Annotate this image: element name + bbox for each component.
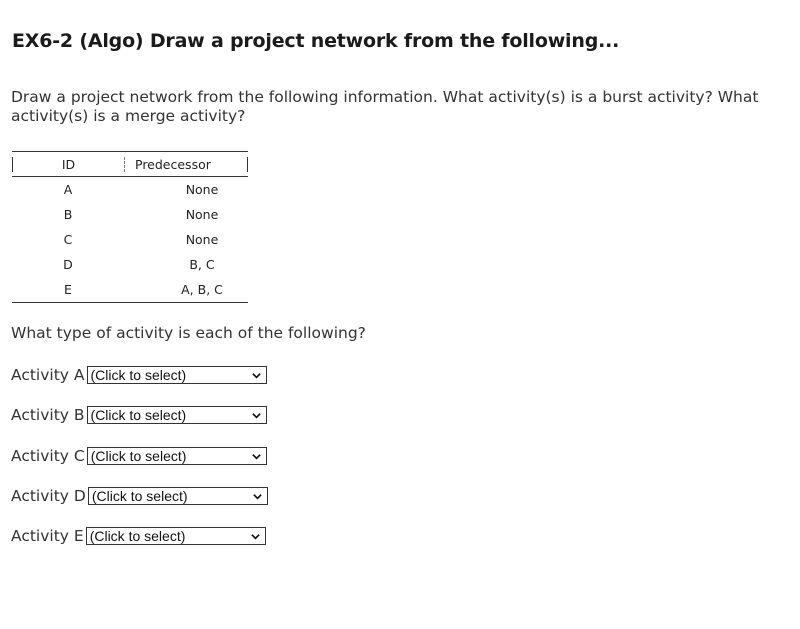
activity-d-label: Activity D	[11, 487, 86, 505]
chevron-down-icon	[252, 491, 263, 502]
cell-predecessor: B, C	[189, 257, 215, 272]
activity-d-select-value: (Click to select)	[91, 488, 188, 504]
table-row	[12, 277, 248, 303]
column-header-predecessor: Predecessor	[124, 157, 248, 172]
cell-predecessor: None	[185, 207, 219, 222]
table-row	[12, 252, 248, 277]
table-row	[12, 202, 248, 227]
cell-id: C	[63, 232, 73, 247]
activity-d-select[interactable]	[88, 487, 268, 505]
predecessor-table	[12, 151, 248, 303]
chevron-down-icon	[250, 531, 261, 542]
activity-e-select-value: (Click to select)	[89, 528, 186, 544]
cell-id: A	[63, 182, 73, 197]
page-title: EX6-2 (Algo) Draw a project network from the following...	[12, 30, 620, 52]
table-row	[12, 227, 248, 252]
table-header	[12, 151, 248, 177]
activity-d-row	[11, 486, 268, 506]
activity-b-select[interactable]	[87, 406, 267, 424]
activity-c-label: Activity C	[11, 447, 85, 465]
column-header-id: ID	[12, 157, 124, 172]
activity-a-label: Activity A	[11, 366, 85, 384]
activity-e-label: Activity E	[11, 527, 84, 545]
cell-id: B	[63, 207, 73, 222]
activity-a-select-value: (Click to select)	[90, 367, 187, 383]
cell-predecessor: A, B, C	[181, 282, 223, 297]
activity-c-select-value: (Click to select)	[90, 448, 187, 464]
activity-c-row	[11, 446, 267, 466]
activity-a-select[interactable]	[87, 366, 267, 384]
cell-predecessor: None	[185, 232, 219, 247]
activity-c-select[interactable]	[87, 447, 267, 465]
cell-predecessor: None	[185, 182, 219, 197]
activity-e-select[interactable]	[86, 527, 266, 545]
activity-b-label: Activity B	[11, 406, 85, 424]
chevron-down-icon	[251, 410, 262, 421]
activity-b-row	[11, 405, 267, 425]
cell-id: E	[64, 282, 72, 297]
activity-b-select-value: (Click to select)	[90, 407, 187, 423]
activity-a-row	[11, 365, 267, 385]
activity-e-row	[11, 526, 266, 546]
cell-id: D	[63, 257, 73, 272]
chevron-down-icon	[251, 370, 262, 381]
question-prompt: What type of activity is each of the following?	[11, 324, 366, 342]
table-row	[12, 177, 248, 202]
problem-description: Draw a project network from the following information. What activity(s) is a burst activity? What activity(s) is a merge activity?	[11, 88, 759, 125]
chevron-down-icon	[251, 451, 262, 462]
